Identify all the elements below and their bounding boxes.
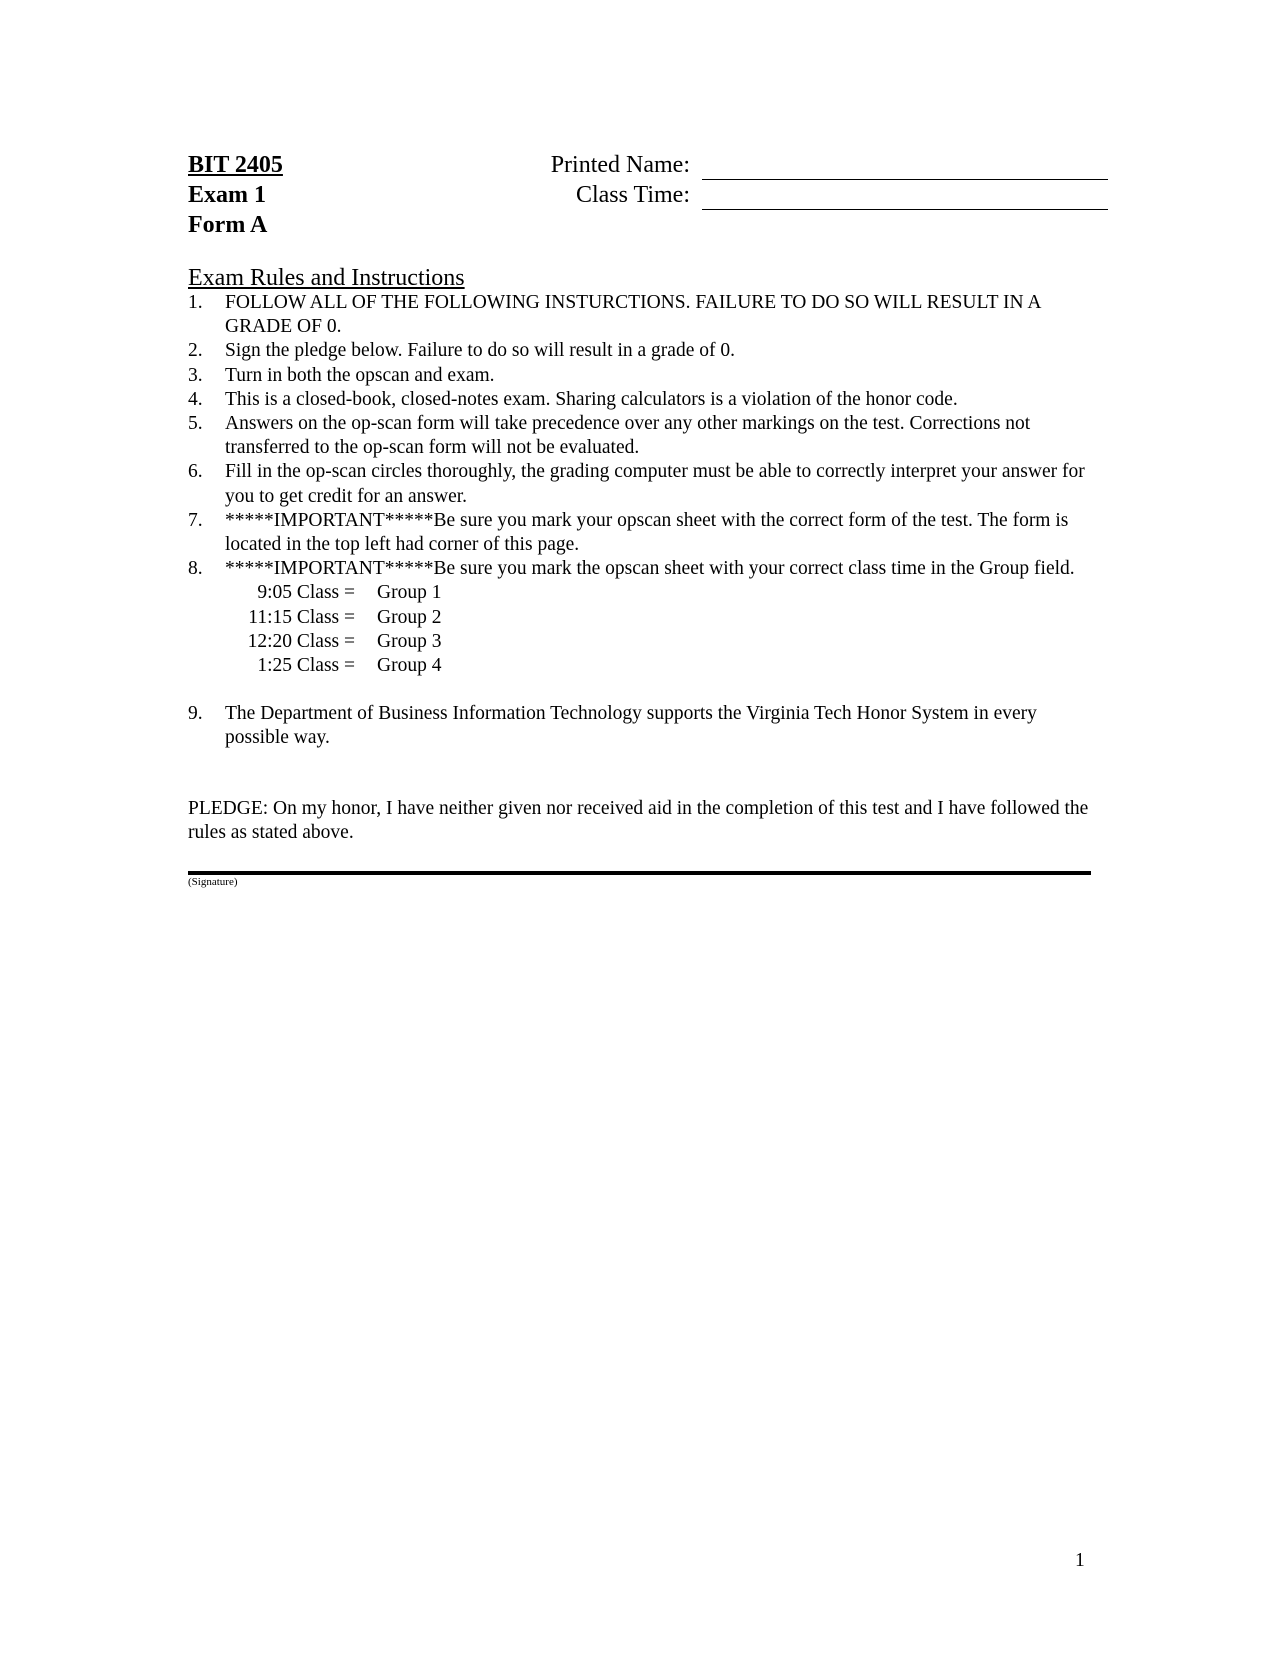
student-info-fields	[500, 150, 1108, 210]
rule-number: 2.	[188, 340, 203, 362]
printed-name-label: Printed Name:	[550, 152, 690, 178]
rule-text: Turn in both the opscan and exam.	[225, 364, 495, 386]
exam-number: Exam 1	[188, 182, 266, 208]
class-group-row	[225, 654, 1093, 678]
course-code: BIT 2405	[188, 152, 283, 178]
signature-field[interactable]	[188, 871, 1091, 875]
rule-number: 8.	[188, 558, 203, 580]
honor-pledge: PLEDGE: On my honor, I have neither given nor received aid in the completion of this test and I have followed the rules as stated above.	[188, 798, 1089, 844]
class-group-row	[225, 581, 1093, 605]
rule-number: 3.	[188, 364, 203, 386]
rule-number: 9.	[188, 703, 203, 725]
class-time-field[interactable]	[702, 184, 1108, 210]
class-group-row	[225, 606, 1093, 630]
rule-item	[188, 460, 1093, 508]
rule-item	[188, 557, 1093, 581]
rule-item	[188, 702, 1093, 750]
rule-number: 4.	[188, 388, 203, 410]
exam-identification	[188, 150, 283, 240]
class-group-row	[225, 630, 1093, 654]
rule-text: Answers on the op-scan form will take precedence over any other markings on the test. Corrections not transferred to the op-scan form will not be evaluated.	[225, 413, 1031, 459]
class-time: 1:25 Class =	[257, 655, 355, 676]
rule-text: Fill in the op-scan circles thoroughly, the grading computer must be able to correctly interpret your answer for you to get credit for an answer.	[225, 461, 1085, 507]
rule-text: FOLLOW ALL OF THE FOLLOWING INSTURCTIONS. FAILURE TO DO SO WILL RESULT IN A GRADE OF 0.	[225, 292, 1041, 338]
rule-number: 5.	[188, 413, 203, 435]
signature-caption: (Signature)	[188, 876, 238, 888]
printed-name-row	[500, 150, 1108, 180]
rule-item	[188, 364, 1093, 388]
class-time: 12:20 Class =	[247, 630, 355, 652]
rule-item	[188, 291, 1093, 339]
rule-number: 6.	[188, 461, 203, 483]
rule-item	[188, 509, 1093, 557]
printed-name-field[interactable]	[702, 154, 1108, 180]
class-time-row	[500, 180, 1108, 210]
rules-list	[188, 291, 1093, 751]
rule-text: This is a closed-book, closed-notes exam. Sharing calculators is a violation of the honor code.	[225, 388, 958, 410]
rule-text: The Department of Business Information Technology supports the Virginia Tech Honor System in every possible way.	[225, 703, 1037, 749]
rule-text: Sign the pledge below. Failure to do so will result in a grade of 0.	[225, 340, 735, 362]
rule-item	[188, 412, 1093, 460]
group-name: Group 1	[377, 582, 442, 604]
class-group-table	[225, 581, 1093, 678]
group-name: Group 2	[377, 606, 442, 628]
class-time: 11:15 Class =	[248, 606, 355, 628]
rule-item	[188, 339, 1093, 363]
group-name: Group 3	[377, 630, 442, 652]
rule-text: *****IMPORTANT*****Be sure you mark your opscan sheet with the correct form of the test. The form is located in the top left had corner of this page.	[225, 509, 1069, 556]
exam-form: Form A	[188, 212, 268, 238]
page-number: 1	[1075, 1550, 1085, 1571]
rule-text: *****IMPORTANT*****Be sure you mark the opscan sheet with your correct class time in the Group field.	[225, 558, 1075, 580]
group-name: Group 4	[377, 655, 442, 676]
class-time-label: Class Time:	[575, 182, 690, 208]
rule-item	[188, 388, 1093, 412]
section-title: Exam Rules and Instructions	[188, 265, 465, 291]
rule-number: 7.	[188, 509, 203, 531]
class-time: 9:05 Class =	[257, 582, 355, 604]
rule-number: 1.	[188, 292, 203, 313]
